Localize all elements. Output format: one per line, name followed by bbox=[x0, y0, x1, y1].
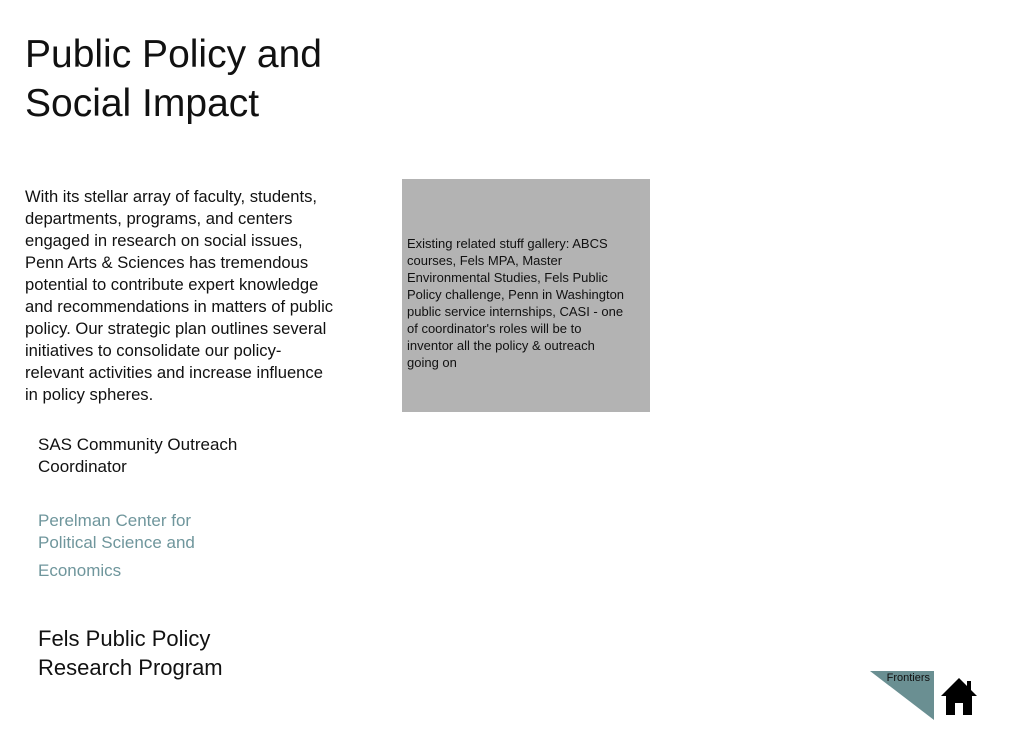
outreach-coordinator-link[interactable]: SAS Community Outreach Coordinator bbox=[38, 435, 238, 476]
frontiers-nav-button[interactable] bbox=[870, 671, 934, 720]
frontiers-label: Frontiers bbox=[886, 672, 930, 684]
page-title: Public Policy and Social Impact bbox=[25, 33, 322, 125]
perelman-center-link-line2: Economics bbox=[38, 561, 122, 580]
home-icon bbox=[940, 676, 978, 716]
intro-paragraph: With its stellar array of faculty, students, departments, programs, and centers engaged in research on social issues, Penn Arts & Sciences has tremendous potential to contribute expert knowledge and recommendations in matters of public policy. Our strategic plan outlines several initiatives to consolidate our policy-relevant activities and increase influence in policy spheres. bbox=[25, 187, 334, 404]
related-gallery-placeholder bbox=[402, 179, 650, 412]
home-button[interactable] bbox=[940, 676, 978, 716]
fels-program-link[interactable]: Fels Public Policy Research Program bbox=[38, 626, 223, 680]
perelman-center-link[interactable] bbox=[38, 510, 238, 582]
perelman-center-link-line1: Perelman Center for Political Science and bbox=[38, 511, 195, 552]
gallery-placeholder-text: Existing related stuff gallery: ABCS courses, Fels MPA, Master Environmental Studies, Fels Public Policy challenge, Penn in Washington public service internships, CASI - one of coordinator's roles will be to inventor all the policy & outreach going on bbox=[407, 236, 625, 370]
